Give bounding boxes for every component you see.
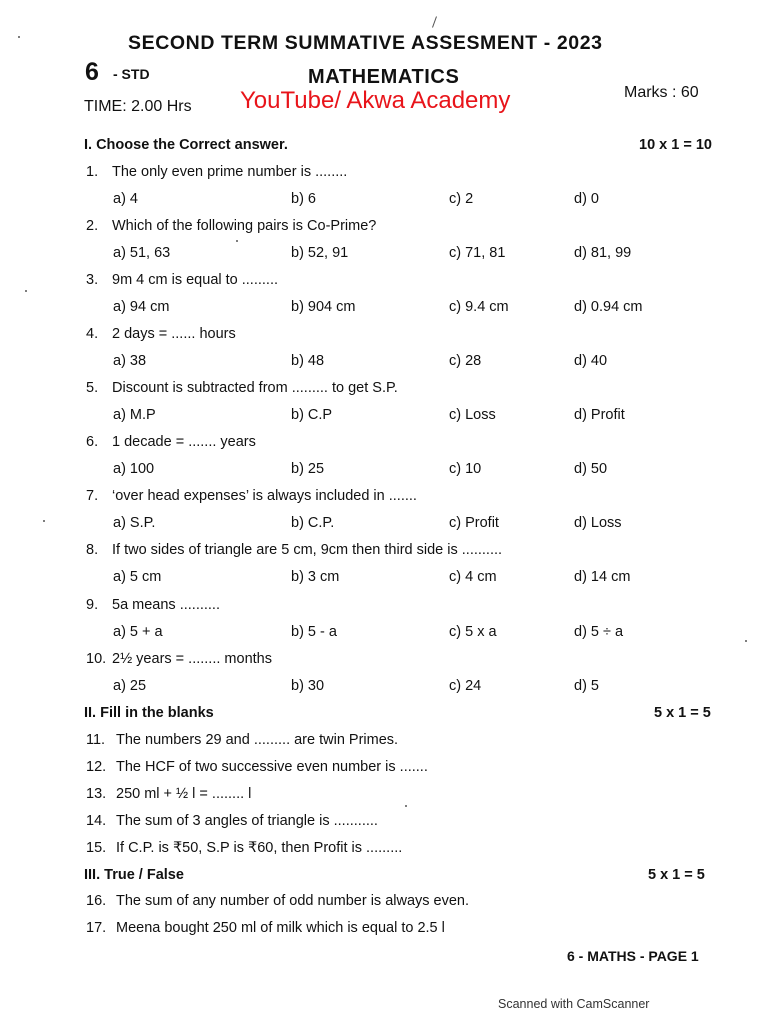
question-number: 9. bbox=[86, 597, 99, 613]
option-d: d) 40 bbox=[574, 353, 608, 369]
option-b: b) 48 bbox=[291, 353, 325, 369]
option-d: d) 81, 99 bbox=[574, 245, 632, 261]
option-a: a) 5 cm bbox=[113, 569, 162, 585]
option-a: a) 5 + a bbox=[113, 624, 163, 640]
exam-title: SECOND TERM SUMMATIVE ASSESMENT - 2023 bbox=[128, 32, 603, 54]
question-text: Meena bought 250 ml of milk which is equal to 2.5 l bbox=[116, 920, 445, 936]
question-number: 17. bbox=[86, 920, 107, 936]
question-text: If C.P. is ₹50, S.P is ₹60, then Profit is ......... bbox=[116, 840, 403, 856]
std-number: 6 bbox=[85, 58, 99, 86]
option-c: c) 10 bbox=[449, 461, 482, 477]
option-b: b) 3 cm bbox=[291, 569, 340, 585]
option-b: b) 904 cm bbox=[291, 299, 356, 315]
options-row bbox=[0, 678, 768, 705]
question-text: 2 days = ...... hours bbox=[112, 326, 236, 342]
section-marks: 5 x 1 = 5 bbox=[654, 705, 711, 721]
option-b: b) C.P. bbox=[291, 515, 335, 531]
question-row bbox=[0, 920, 768, 947]
option-c: c) 71, 81 bbox=[449, 245, 506, 261]
scan-speck bbox=[405, 805, 407, 807]
question-number: 2. bbox=[86, 218, 99, 234]
question-text: 250 ml + ½ l = ........ l bbox=[116, 786, 252, 802]
question-row bbox=[0, 218, 768, 245]
scan-speck bbox=[25, 290, 27, 292]
option-a: a) M.P bbox=[113, 407, 156, 423]
question-number: 1. bbox=[86, 164, 99, 180]
options-row bbox=[0, 461, 768, 488]
total-marks: Marks : 60 bbox=[624, 84, 699, 101]
question-text: 2½ years = ........ months bbox=[112, 651, 272, 667]
question-row bbox=[0, 326, 768, 353]
option-c: c) 5 x a bbox=[449, 624, 497, 640]
time-duration: TIME: 2.00 Hrs bbox=[84, 98, 192, 115]
youtube-watermark: YouTube/ Akwa Academy bbox=[240, 87, 511, 114]
option-c: c) 9.4 cm bbox=[449, 299, 509, 315]
option-b: b) C.P bbox=[291, 407, 333, 423]
options-row bbox=[0, 245, 768, 272]
option-c: c) Profit bbox=[449, 515, 499, 531]
question-number: 4. bbox=[86, 326, 99, 342]
question-text: The sum of 3 angles of triangle is ........... bbox=[116, 813, 378, 829]
question-number: 8. bbox=[86, 542, 99, 558]
question-row bbox=[0, 542, 768, 569]
options-row bbox=[0, 191, 768, 218]
question-number: 5. bbox=[86, 380, 99, 396]
page-footer: 6 - MATHS - PAGE 1 bbox=[567, 948, 699, 964]
option-d: d) 5 ÷ a bbox=[574, 624, 624, 640]
scan-speck bbox=[43, 520, 45, 522]
option-d: d) Profit bbox=[574, 407, 625, 423]
section-marks: 5 x 1 = 5 bbox=[648, 867, 705, 883]
option-a: a) 100 bbox=[113, 461, 155, 477]
options-row bbox=[0, 515, 768, 542]
option-a: a) 25 bbox=[113, 678, 147, 694]
section-heading: I. Choose the Correct answer. bbox=[84, 137, 288, 153]
question-number: 13. bbox=[86, 786, 107, 802]
question-number: 12. bbox=[86, 759, 107, 775]
scan-speck bbox=[745, 640, 747, 642]
question-number: 14. bbox=[86, 813, 107, 829]
question-row bbox=[0, 840, 768, 867]
option-b: b) 30 bbox=[291, 678, 325, 694]
option-d: d) 0.94 cm bbox=[574, 299, 643, 315]
section-2-header bbox=[0, 705, 768, 732]
section-marks: 10 x 1 = 10 bbox=[639, 137, 712, 153]
section-1-header bbox=[0, 137, 768, 164]
options-row bbox=[0, 299, 768, 326]
question-text: 5a means .......... bbox=[112, 597, 220, 613]
options-row bbox=[0, 569, 768, 596]
option-b: b) 6 bbox=[291, 191, 316, 207]
question-row bbox=[0, 597, 768, 624]
question-row bbox=[0, 434, 768, 461]
question-text: The only even prime number is ........ bbox=[112, 164, 348, 180]
question-text: ‘over head expenses’ is always included in ....... bbox=[112, 488, 417, 504]
question-row bbox=[0, 732, 768, 759]
question-text: Which of the following pairs is Co-Prime? bbox=[112, 218, 377, 234]
question-row bbox=[0, 272, 768, 299]
question-row bbox=[0, 759, 768, 786]
option-a: a) 38 bbox=[113, 353, 147, 369]
option-b: b) 25 bbox=[291, 461, 325, 477]
option-d: d) Loss bbox=[574, 515, 622, 531]
question-text: The numbers 29 and ......... are twin Primes. bbox=[116, 732, 399, 748]
question-row bbox=[0, 488, 768, 515]
scan-speck bbox=[432, 16, 437, 28]
question-text: 9m 4 cm is equal to ......... bbox=[112, 272, 279, 288]
section-heading: III. True / False bbox=[84, 867, 184, 883]
scan-speck bbox=[236, 240, 238, 242]
std-label: - STD bbox=[113, 66, 150, 82]
option-d: d) 0 bbox=[574, 191, 599, 207]
option-d: d) 14 cm bbox=[574, 569, 631, 585]
option-d: d) 5 bbox=[574, 678, 599, 694]
option-c: c) 4 cm bbox=[449, 569, 497, 585]
question-number: 6. bbox=[86, 434, 99, 450]
question-row bbox=[0, 786, 768, 813]
option-a: a) 4 bbox=[113, 191, 138, 207]
option-a: a) 51, 63 bbox=[113, 245, 171, 261]
option-b: b) 52, 91 bbox=[291, 245, 349, 261]
option-c: c) 28 bbox=[449, 353, 482, 369]
subject-title: MATHEMATICS bbox=[308, 66, 460, 88]
question-number: 10. bbox=[86, 651, 107, 667]
question-text: 1 decade = ....... years bbox=[112, 434, 256, 450]
section-3-header bbox=[0, 867, 768, 894]
question-number: 3. bbox=[86, 272, 99, 288]
option-b: b) 5 - a bbox=[291, 624, 337, 640]
question-number: 7. bbox=[86, 488, 99, 504]
question-text: Discount is subtracted from ......... to get S.P. bbox=[112, 380, 398, 396]
question-row bbox=[0, 164, 768, 191]
option-d: d) 50 bbox=[574, 461, 608, 477]
question-row bbox=[0, 380, 768, 407]
question-text: The HCF of two successive even number is ....... bbox=[116, 759, 428, 775]
question-number: 15. bbox=[86, 840, 107, 856]
question-text: If two sides of triangle are 5 cm, 9cm then third side is .......... bbox=[112, 542, 503, 558]
question-text: The sum of any number of odd number is always even. bbox=[116, 893, 470, 909]
section-heading: II. Fill in the blanks bbox=[84, 705, 214, 721]
question-row bbox=[0, 651, 768, 678]
scan-speck bbox=[18, 36, 20, 38]
options-row bbox=[0, 353, 768, 380]
question-number: 16. bbox=[86, 893, 107, 909]
option-c: c) 2 bbox=[449, 191, 474, 207]
options-row bbox=[0, 624, 768, 651]
question-number: 11. bbox=[86, 732, 106, 748]
question-row bbox=[0, 813, 768, 840]
option-a: a) 94 cm bbox=[113, 299, 170, 315]
scanner-watermark: Scanned with CamScanner bbox=[498, 997, 650, 1011]
options-row bbox=[0, 407, 768, 434]
question-row bbox=[0, 893, 768, 920]
option-c: c) 24 bbox=[449, 678, 482, 694]
option-c: c) Loss bbox=[449, 407, 496, 423]
option-a: a) S.P. bbox=[113, 515, 156, 531]
